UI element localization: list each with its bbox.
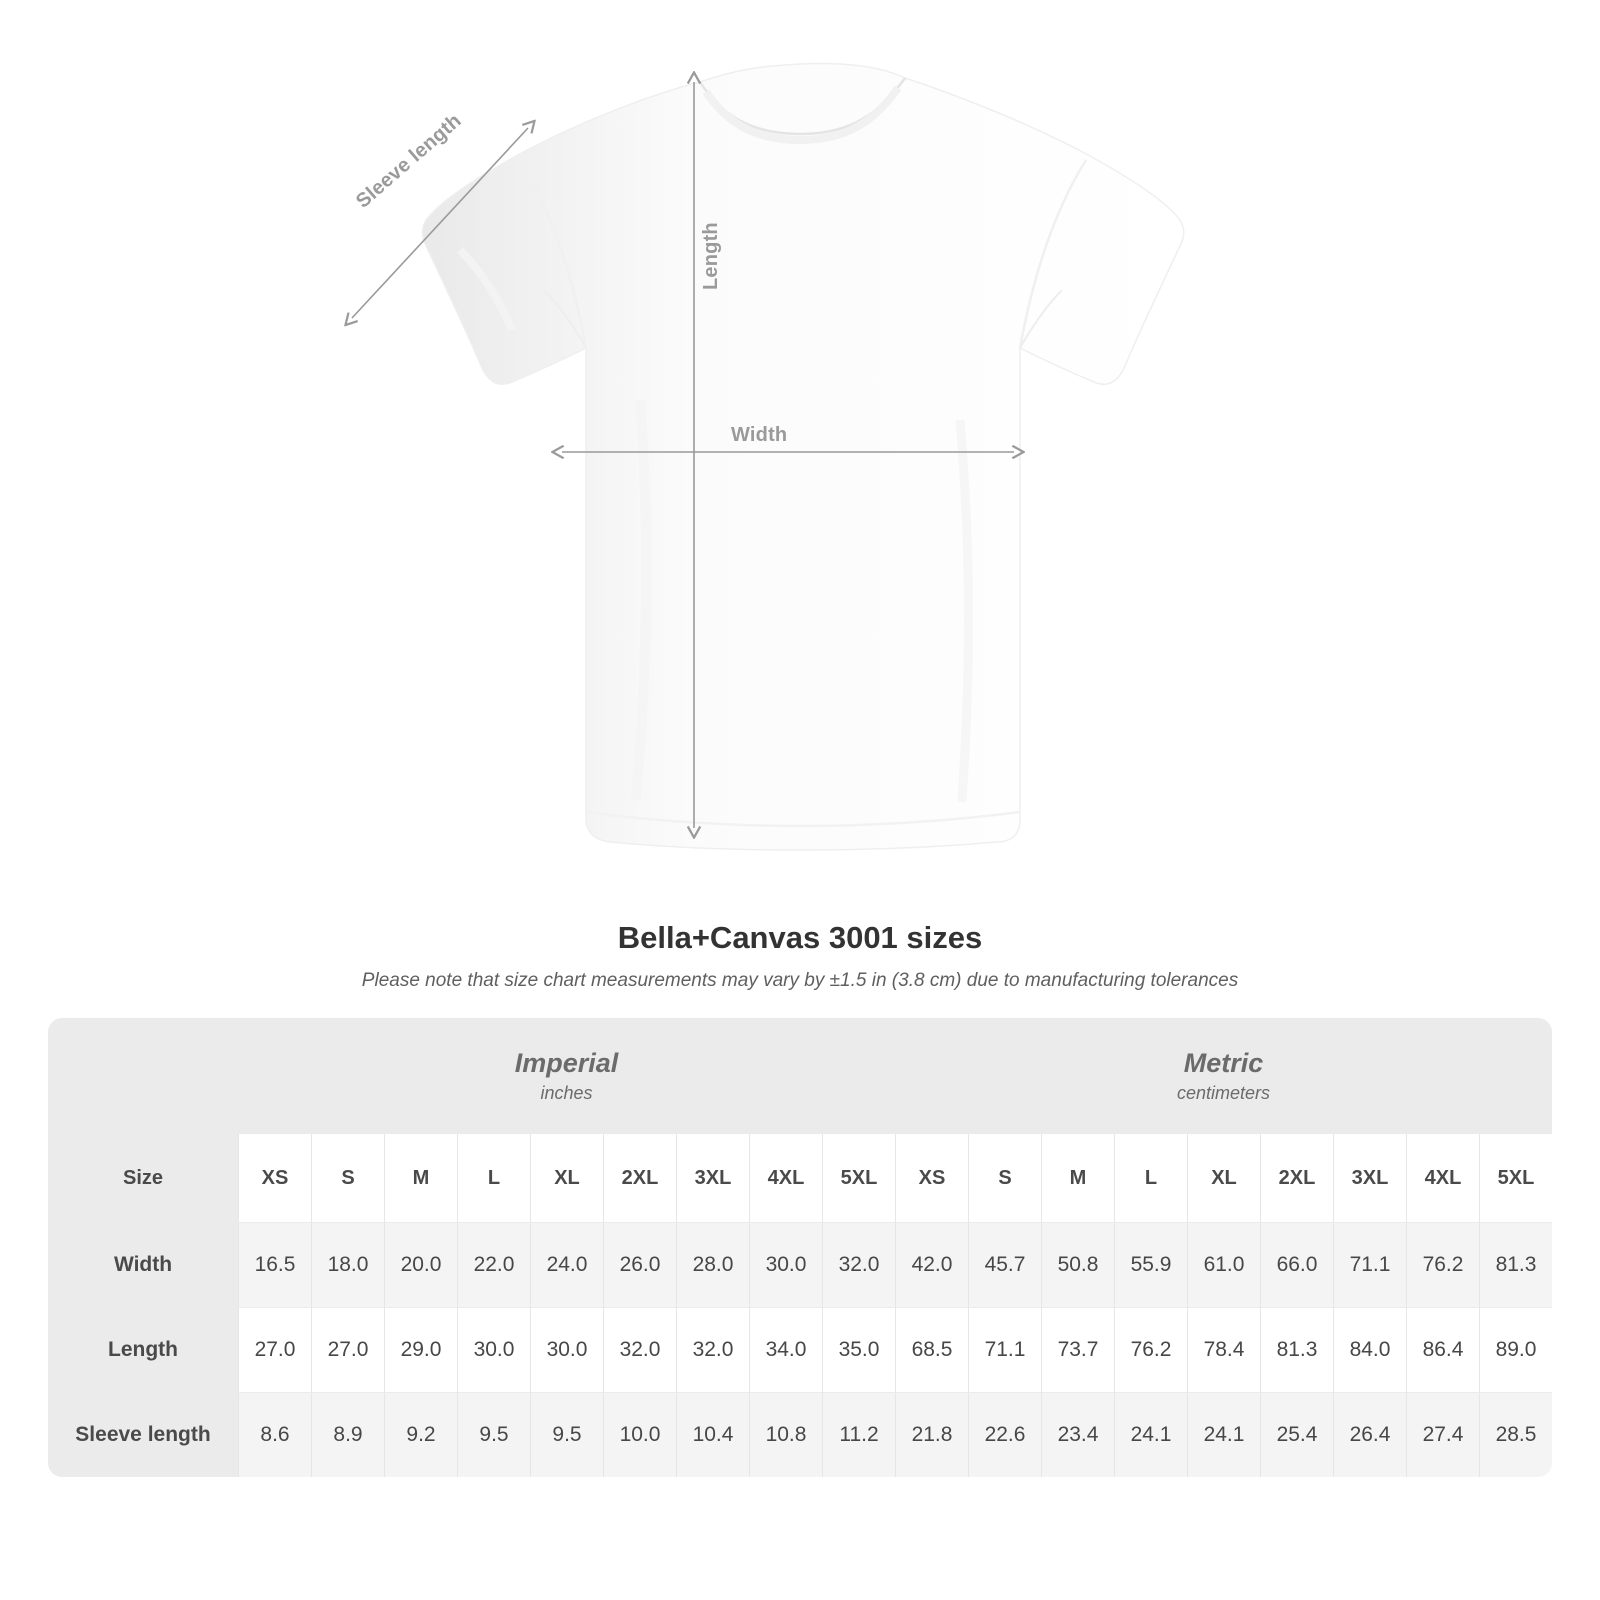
size-column-header: S: [968, 1134, 1041, 1222]
table-row: [48, 1307, 1552, 1392]
measurement-value: 27.4: [1406, 1392, 1479, 1477]
measurement-value: 45.7: [968, 1222, 1041, 1307]
measurement-value: 27.0: [311, 1307, 384, 1392]
measurement-value: 81.3: [1260, 1307, 1333, 1392]
size-chart-table-wrapper: [48, 1018, 1552, 1477]
measurement-value: 34.0: [749, 1307, 822, 1392]
size-column-header: 4XL: [749, 1134, 822, 1222]
measurement-value: 71.1: [968, 1307, 1041, 1392]
measurement-value: 76.2: [1114, 1307, 1187, 1392]
measurement-value: 26.0: [603, 1222, 676, 1307]
measurement-value: 68.5: [895, 1307, 968, 1392]
measurement-value: 30.0: [530, 1307, 603, 1392]
unit-header-row: [48, 1018, 1552, 1134]
measurement-value: 24.1: [1114, 1392, 1187, 1477]
length-label: Length: [700, 222, 722, 290]
measurement-value: 18.0: [311, 1222, 384, 1307]
size-column-header: 2XL: [603, 1134, 676, 1222]
unit-group-metric: [895, 1018, 1552, 1134]
width-label: Width: [731, 424, 788, 446]
measurement-value: 42.0: [895, 1222, 968, 1307]
measurement-row-label: Sleeve length: [48, 1392, 238, 1477]
measurement-value: 9.2: [384, 1392, 457, 1477]
size-chart-body: [48, 1018, 1552, 1477]
measurement-value: 30.0: [457, 1307, 530, 1392]
table-row: [48, 1392, 1552, 1477]
table-row: [48, 1222, 1552, 1307]
measurement-value: 23.4: [1041, 1392, 1114, 1477]
measurement-value: 28.5: [1479, 1392, 1552, 1477]
measurement-value: 22.0: [457, 1222, 530, 1307]
tolerance-note: Please note that size chart measurements may vary by ±1.5 in (3.8 cm) due to manufacturing tolerances: [361, 970, 1239, 991]
measurement-value: 73.7: [1041, 1307, 1114, 1392]
measurement-value: 29.0: [384, 1307, 457, 1392]
measurement-value: 10.8: [749, 1392, 822, 1477]
measurement-value: 26.4: [1333, 1392, 1406, 1477]
measurement-value: 71.1: [1333, 1222, 1406, 1307]
size-column-header: M: [384, 1134, 457, 1222]
size-column-header: XL: [530, 1134, 603, 1222]
measurement-value: 9.5: [457, 1392, 530, 1477]
measurement-value: 55.9: [1114, 1222, 1187, 1307]
title-block: [0, 920, 1600, 992]
measurement-value: 89.0: [1479, 1307, 1552, 1392]
unit-group-metric-sub: centimeters: [1176, 1083, 1271, 1104]
measurement-value: 8.6: [238, 1392, 311, 1477]
measurement-value: 28.0: [676, 1222, 749, 1307]
size-column-header: XL: [1187, 1134, 1260, 1222]
size-column-header: L: [1114, 1134, 1187, 1222]
measurement-row-label: Width: [48, 1222, 238, 1307]
measurement-value: 81.3: [1479, 1222, 1552, 1307]
size-column-header: 5XL: [822, 1134, 895, 1222]
measurement-value: 32.0: [603, 1307, 676, 1392]
size-row-label: Size: [48, 1134, 238, 1222]
measurement-value: 78.4: [1187, 1307, 1260, 1392]
measurement-value: 84.0: [1333, 1307, 1406, 1392]
unit-group-imperial: [238, 1018, 895, 1134]
unit-group-imperial-sub: inches: [540, 1083, 593, 1104]
size-column-header: XS: [895, 1134, 968, 1222]
size-chart-table: [48, 1018, 1552, 1477]
page-title: Bella+Canvas 3001 sizes: [617, 920, 983, 955]
measurement-value: 76.2: [1406, 1222, 1479, 1307]
unit-group-imperial-name: Imperial: [514, 1047, 619, 1078]
measurement-value: 24.0: [530, 1222, 603, 1307]
sleeve-length-label: Sleeve length: [352, 109, 466, 213]
measurement-value: 9.5: [530, 1392, 603, 1477]
size-column-header: 3XL: [676, 1134, 749, 1222]
measurement-value: 86.4: [1406, 1307, 1479, 1392]
measurement-value: 16.5: [238, 1222, 311, 1307]
measurement-value: 22.6: [968, 1392, 1041, 1477]
unit-group-metric-name: Metric: [1183, 1047, 1264, 1078]
measurement-value: 50.8: [1041, 1222, 1114, 1307]
measurement-value: 8.9: [311, 1392, 384, 1477]
size-column-header: XS: [238, 1134, 311, 1222]
size-column-header: M: [1041, 1134, 1114, 1222]
size-column-header: 5XL: [1479, 1134, 1552, 1222]
measurement-value: 10.0: [603, 1392, 676, 1477]
size-column-header: 3XL: [1333, 1134, 1406, 1222]
measurement-value: 32.0: [822, 1222, 895, 1307]
measurement-value: 30.0: [749, 1222, 822, 1307]
size-column-header: 2XL: [1260, 1134, 1333, 1222]
size-column-header: S: [311, 1134, 384, 1222]
measurement-value: 20.0: [384, 1222, 457, 1307]
measurement-value: 27.0: [238, 1307, 311, 1392]
measurement-value: 24.1: [1187, 1392, 1260, 1477]
size-header-row: [48, 1134, 1552, 1222]
measurement-value: 61.0: [1187, 1222, 1260, 1307]
measurement-value: 11.2: [822, 1392, 895, 1477]
measurement-value: 25.4: [1260, 1392, 1333, 1477]
size-column-header: 4XL: [1406, 1134, 1479, 1222]
size-column-header: L: [457, 1134, 530, 1222]
measurement-value: 66.0: [1260, 1222, 1333, 1307]
measurement-value: 21.8: [895, 1392, 968, 1477]
measurement-value: 35.0: [822, 1307, 895, 1392]
measurement-row-label: Length: [48, 1307, 238, 1392]
tshirt-shape: [422, 64, 1183, 850]
measurement-value: 32.0: [676, 1307, 749, 1392]
unit-header-corner: [48, 1018, 238, 1134]
measurement-value: 10.4: [676, 1392, 749, 1477]
